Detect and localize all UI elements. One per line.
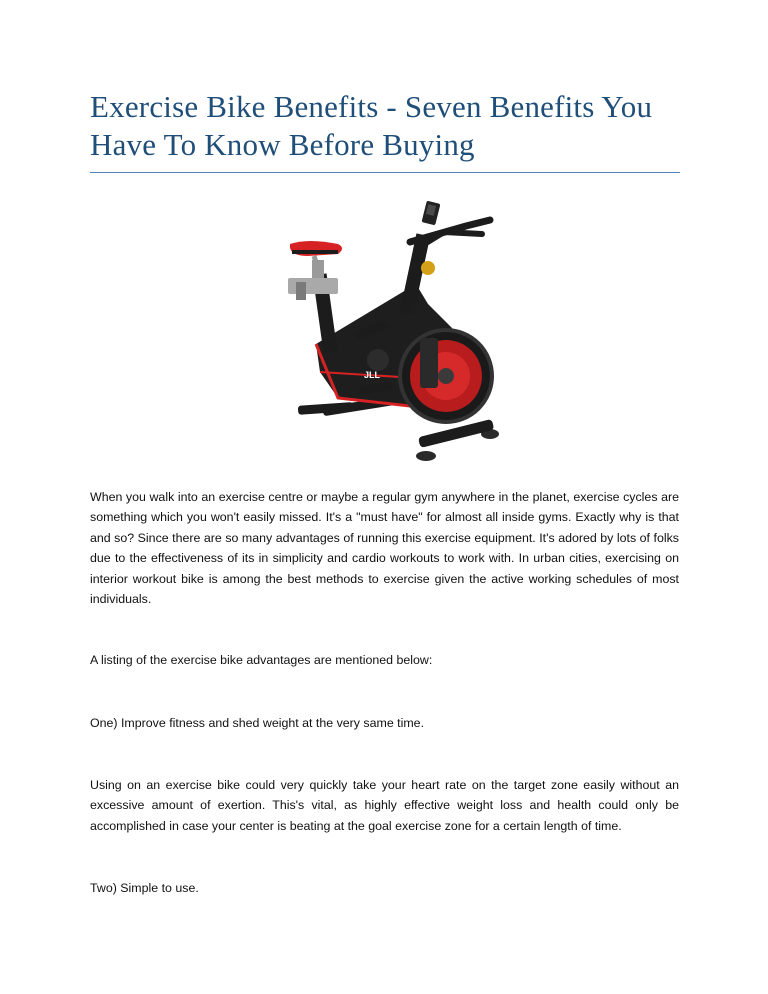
intro-paragraph: When you walk into an exercise centre or maybe a regular gym anywhere in the planet, exercise cycles are something which you won't easily missed. It's a "must have" for almost all inside gyms. Exactly why is that and so? Since there are so many advantages of running this exercise equipment. It's adored by lots of folks due to the effectiveness of its in simplicity and cardio workouts to work with. In urban cities, exercising on interior workout bike is among the best methods to exercise given the active working schedules of most individuals. xyxy=(90,490,679,607)
benefit-heading-one: One) Improve fitness and shed weight at the very same time. xyxy=(90,716,425,730)
advantages-intro-paragraph: A listing of the exercise bike advantages are mentioned below: xyxy=(90,653,433,667)
title-underline xyxy=(90,172,680,173)
brand-mark: JLL xyxy=(364,370,381,380)
benefit-heading-two: Two) Simple to use. xyxy=(90,881,199,895)
exercise-bike-image xyxy=(268,186,508,468)
benefit-one-paragraph: Using on an exercise bike could very quickly take your heart rate on the target zone easily without an excessive amount of exertion. This's vital, as highly effective weight loss and health could only be accomplished in case your center is beating at the goal exercise zone for a certain length of time. xyxy=(90,778,679,833)
page-title: Exercise Bike Benefits - Seven Benefits You Have To Know Before Buying xyxy=(90,89,653,162)
